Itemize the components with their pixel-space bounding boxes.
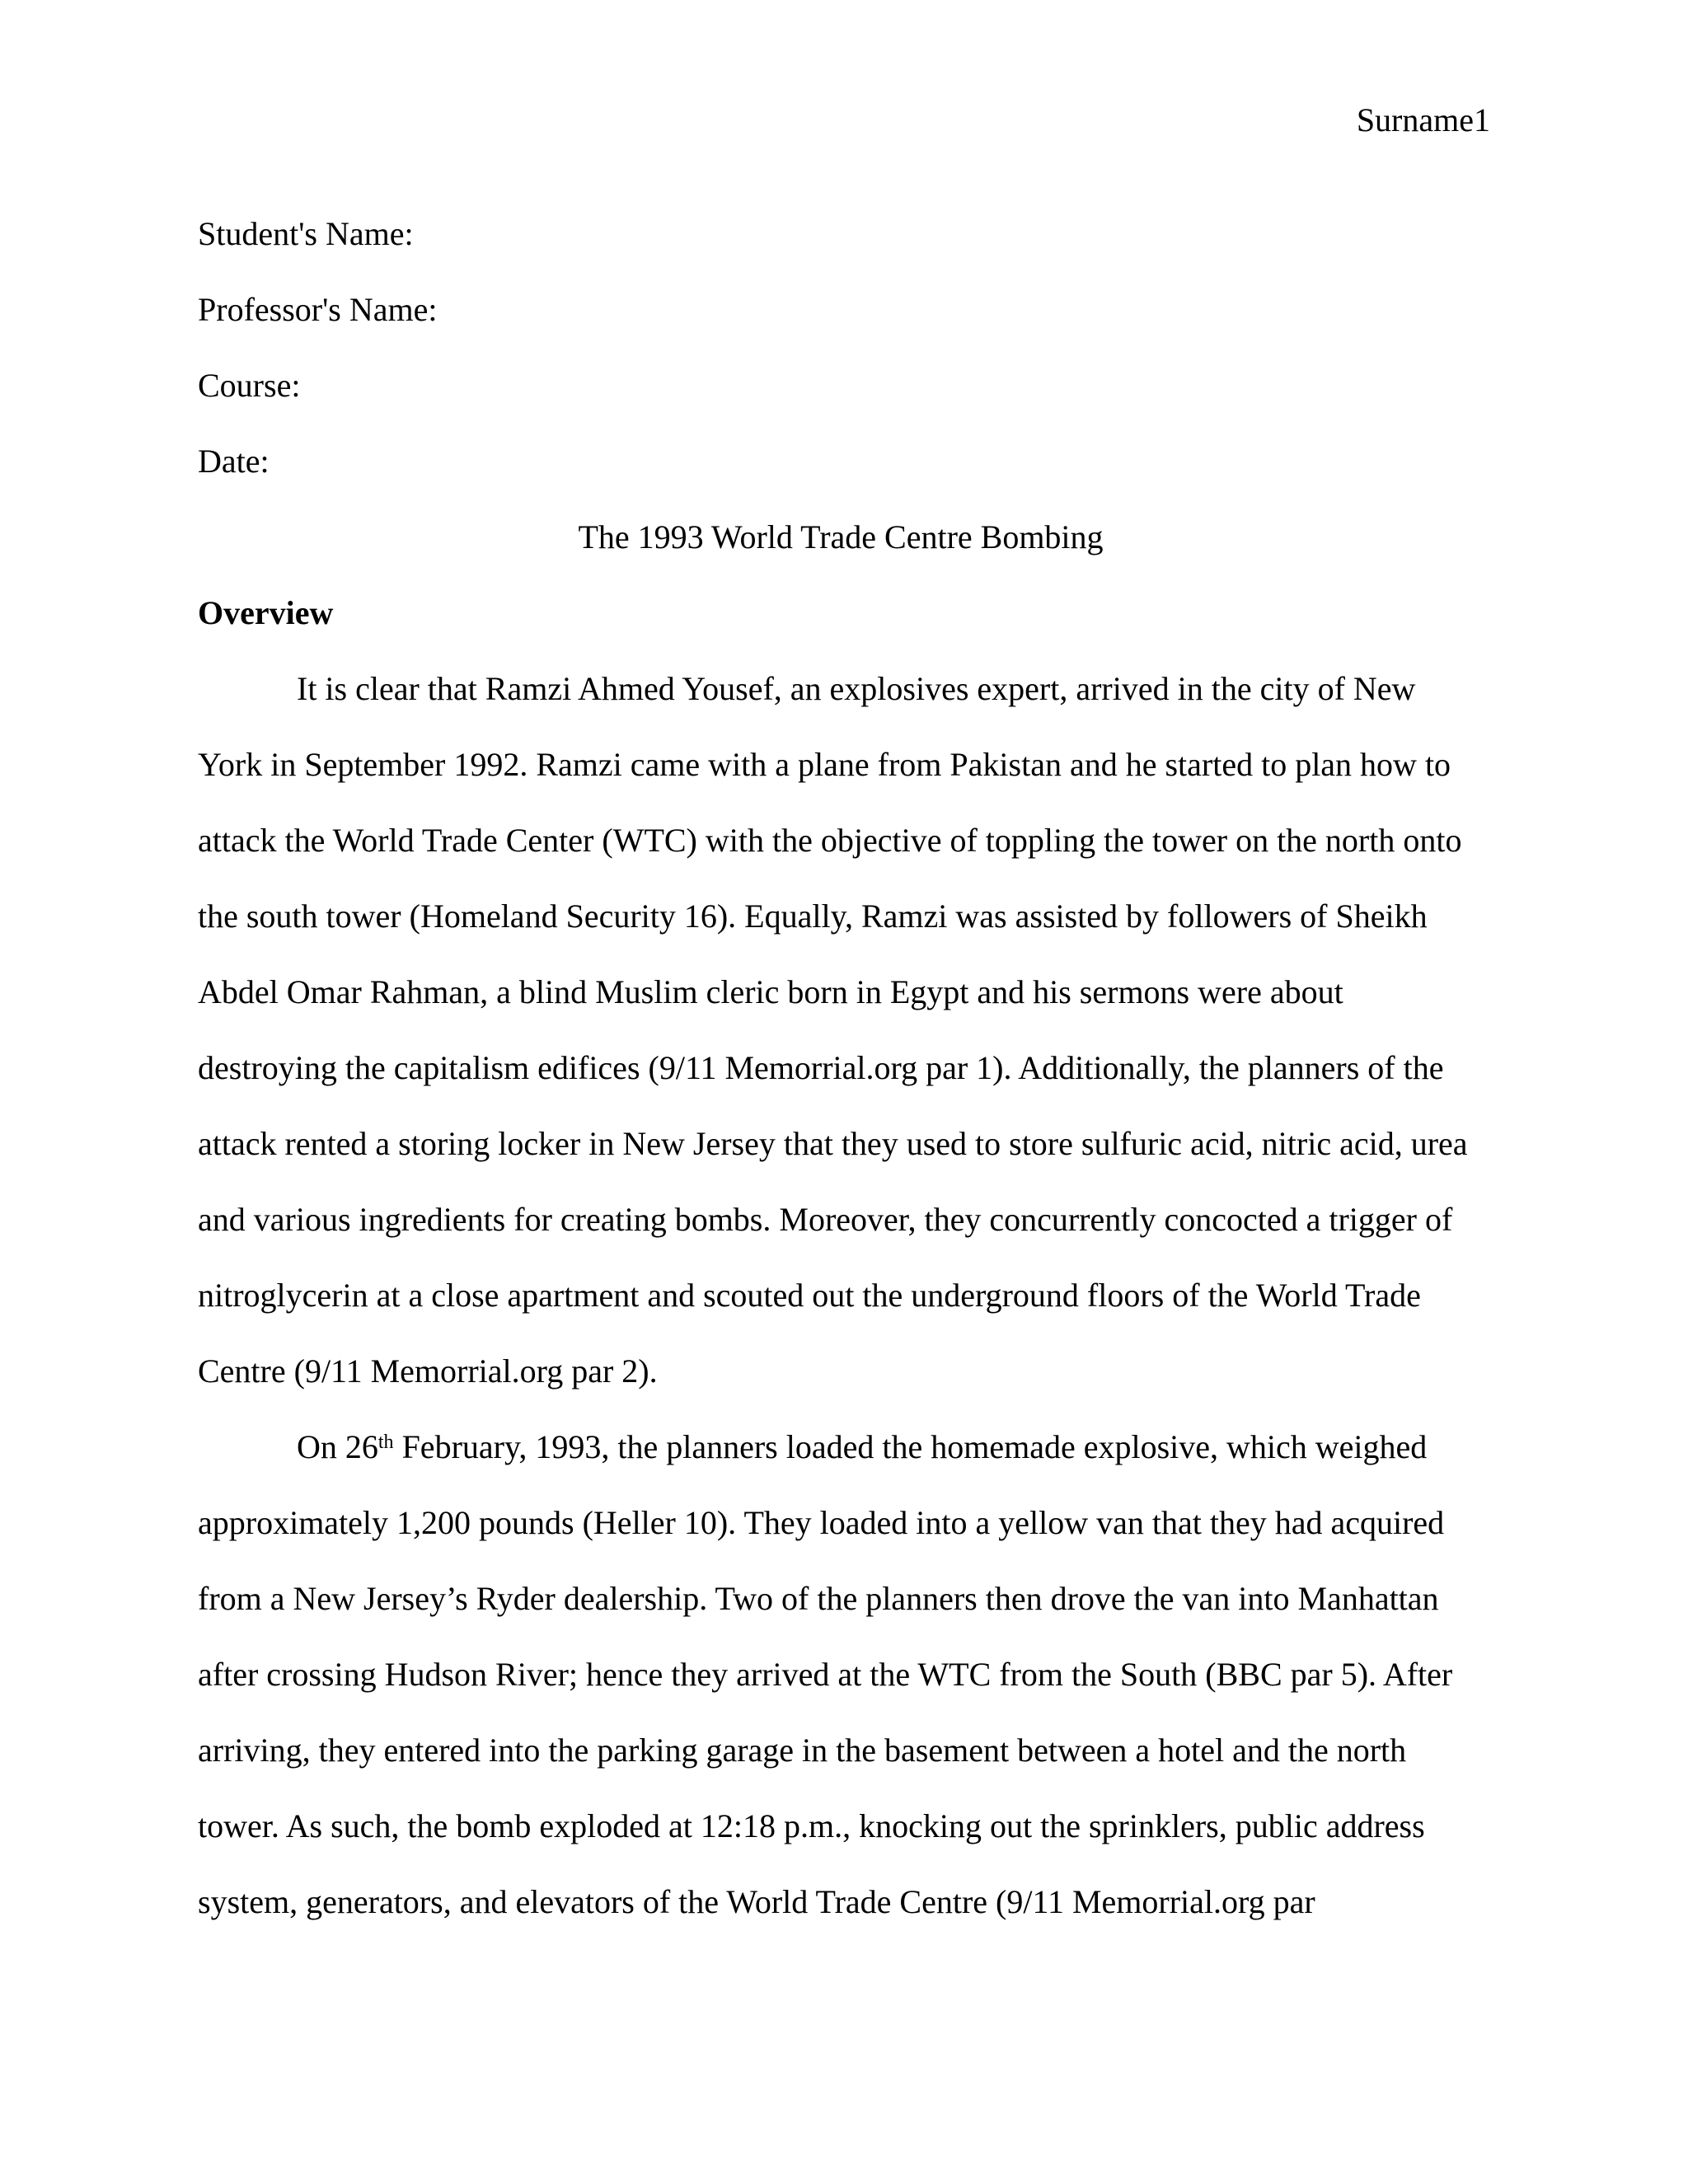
course-line: Course:: [198, 367, 301, 404]
paragraph: It is clear that Ramzi Ahmed Yousef, an explosives expert, arrived in the city of New York in September 1992. Ramzi came with a plane from Pakistan and he started to plan how to attack the World Trade Center (WTC) with the objective of toppling the tower on the north onto the south tower (Homeland Security 16). Equally, Ramzi was assisted by followers of Sheikh Abdel Omar Rahman, a blind Muslim cleric born in Egypt and his sermons were about destroying the capitalism edifices (9/11 Memorrial.org par 1). Additionally, the planners of the attack rented a storing locker in New Jersey that they used to store sulfuric acid, nitric acid, urea and various ingredients for creating bombs. Moreover, they concurrently concocted a trigger of nitroglycerin at a close apartment and scouted out the underground floors of the World Trade Centre (9/11 Memorrial.org par 2).: [198, 670, 1468, 1390]
running-header: Surname1: [1356, 101, 1490, 138]
document-body: [198, 196, 1484, 1940]
student-name-line: Student's Name:: [198, 215, 414, 252]
date-line: Date:: [198, 443, 270, 480]
paragraph-text: On 26: [297, 1428, 378, 1465]
paper-title: The 1993 World Trade Centre Bombing: [578, 518, 1104, 555]
section-heading: Overview: [198, 594, 334, 631]
professor-name-line: Professor's Name:: [198, 291, 438, 328]
superscript: th: [377, 1431, 394, 1453]
paragraph: [198, 1409, 1484, 1940]
paragraph-text: February, 1993, the planners loaded the homemade explosive, which weighed approximately 1,200 pounds (Heller 10). They loaded into a yellow van that they had acquired from a New Jersey’s Ryder dealership. Two of the planners then drove the van into Manhattan after crossing Hudson River; hence they arrived at the WTC from the South (BBC par 5). After arriving, they entered into the parking garage in the basement between a hotel and the north tower. As such, the bomb exploded at 12:18 p.m., knocking out the sprinklers, public address system, generators, and elevators of the World Trade Centre (9/11 Memorrial.org par: [198, 1428, 1453, 1920]
